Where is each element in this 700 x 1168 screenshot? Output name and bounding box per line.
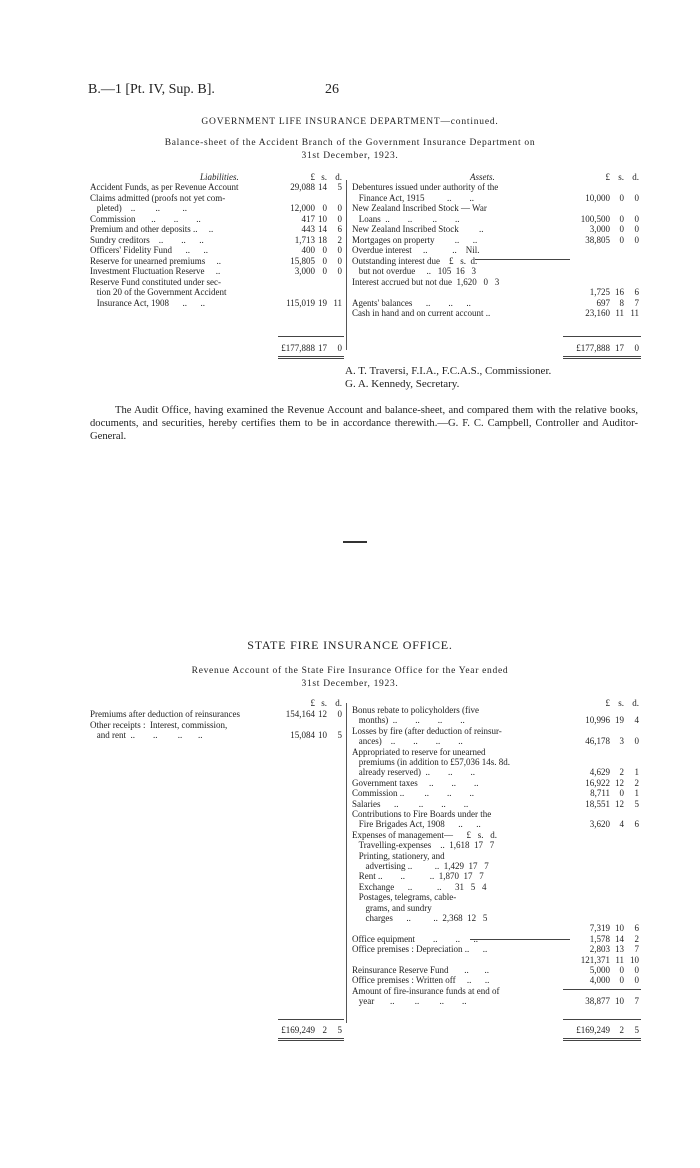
section-separator xyxy=(343,541,367,543)
double-rule xyxy=(563,1038,641,1039)
cur-shilling: s. xyxy=(618,698,624,708)
total-rule xyxy=(563,1019,641,1020)
double-rule xyxy=(278,356,344,357)
income-total-s: 2 xyxy=(322,1025,327,1035)
amount-shillings: 11 xyxy=(615,954,624,965)
row-label: New Zealand Inscribed Stock .. xyxy=(352,224,484,234)
row-label: but not overdue .. 105 16 3 xyxy=(352,266,476,276)
row-label: Office premises : Written off .. .. xyxy=(352,975,490,986)
amount-pounds: 15,084 xyxy=(290,730,315,740)
amount-pence: 6 xyxy=(634,923,639,934)
total-rule xyxy=(278,1019,344,1020)
amount-pence: 0 xyxy=(634,736,639,747)
liabilities-total-s: 17 xyxy=(318,343,327,353)
page-reference: B.—1 [Pt. IV, Sup. B]. xyxy=(88,82,215,97)
amount-pounds: 115,019 xyxy=(286,297,315,308)
cur-pence: d. xyxy=(335,172,342,182)
amount-pounds: 100,500 xyxy=(580,213,610,224)
row-label: pleted) .. .. .. xyxy=(90,203,187,213)
amount-pounds: 697 xyxy=(596,297,610,308)
revenue-account-title-line2: 31st December, 1923. xyxy=(301,679,399,689)
row-label: Losses by fire (after deduction of reinsur- xyxy=(352,725,502,736)
balance-sheet-title-line1: Balance-sheet of the Accident Branch of the Government Insurance Department on xyxy=(164,138,536,148)
amount-pence: 2 xyxy=(337,234,342,245)
row-label: Accident Funds, as per Revenue Account xyxy=(90,182,239,192)
amount-pounds: 12,000 xyxy=(290,203,315,213)
row-label: grams, and sundry xyxy=(352,902,432,913)
row-label: New Zealand Inscribed Stock — War xyxy=(352,203,487,213)
expenditure-total: £169,249 xyxy=(576,1025,610,1035)
row-label: Overdue interest .. .. Nil. xyxy=(352,245,480,255)
row-label: months) .. .. .. .. xyxy=(352,715,465,726)
amount-shillings: 0 xyxy=(619,965,624,975)
expenditure-total-d: 5 xyxy=(634,1025,639,1035)
amount-pence: 5 xyxy=(634,798,639,809)
row-label: Agents' balances .. .. .. xyxy=(352,297,471,308)
amount-shillings: 8 xyxy=(619,297,624,308)
amount-pence: 11 xyxy=(333,297,342,308)
amount-pounds: 18,551 xyxy=(585,798,610,809)
amount-pounds: 4,629 xyxy=(589,767,610,778)
cur-pence: d. xyxy=(632,172,639,182)
row-label: tion 20 of the Government Accident xyxy=(90,287,227,297)
row-label: Premium and other deposits .. .. xyxy=(90,224,214,234)
double-rule xyxy=(563,1040,641,1041)
double-rule xyxy=(278,1040,344,1041)
amount-shillings: 19 xyxy=(318,297,327,308)
amount-pounds: 23,160 xyxy=(585,308,610,318)
amount-pounds: 7,319 xyxy=(589,923,610,934)
amount-pence: 4 xyxy=(634,715,639,726)
cur-shilling: s. xyxy=(321,698,327,708)
row-label: Other receipts : Interest, commission, xyxy=(90,719,228,730)
amount-pounds: 1,725 xyxy=(589,287,610,297)
revenue-account-title-line1: Revenue Account of the State Fire Insurance Office for the Year ended xyxy=(191,666,509,676)
amount-pounds: 4,000 xyxy=(589,975,610,986)
office-title: STATE FIRE INSURANCE OFFICE. xyxy=(247,638,453,652)
row-label: Finance Act, 1915 .. .. xyxy=(352,192,474,203)
row-label: Insurance Act, 1908 .. .. xyxy=(90,297,205,308)
cur-pence: d. xyxy=(335,698,342,708)
total-rule xyxy=(278,336,344,337)
amount-pence: 7 xyxy=(634,944,639,955)
row-label: Fire Brigades Act, 1908 .. .. xyxy=(352,819,481,830)
row-label: Appropriated to reserve for unearned xyxy=(352,746,486,757)
row-label: advertising .. .. 1,429 17 7 xyxy=(352,861,489,871)
amount-shillings: 14 xyxy=(318,224,327,234)
amount-shillings: 14 xyxy=(318,182,327,192)
subtotal-rule xyxy=(563,989,641,990)
balance-sheet-title-line2: 31st December, 1923. xyxy=(301,151,399,161)
row-label: Office equipment .. .. .. xyxy=(352,933,479,944)
amount-pounds: 2,803 xyxy=(589,944,610,955)
amount-pence: 6 xyxy=(634,287,639,297)
income-total-d: 5 xyxy=(337,1025,342,1035)
row-label: Mortgages on property .. .. xyxy=(352,234,478,245)
amount-shillings: 12 xyxy=(615,777,624,788)
amount-pounds: 38,805 xyxy=(585,234,610,245)
amount-shillings: 0 xyxy=(619,234,624,245)
cur-pound: £ xyxy=(310,698,315,708)
row-label: Amount of fire-insurance funds at end of xyxy=(352,985,500,996)
amount-pounds: 8,711 xyxy=(590,788,610,799)
amount-shillings: 12 xyxy=(615,798,624,809)
cur-pence: d. xyxy=(632,698,639,708)
amount-shillings: 3 xyxy=(619,736,624,747)
amount-pence: 1 xyxy=(634,788,639,799)
row-label: already reserved) .. .. .. xyxy=(352,767,475,778)
double-rule xyxy=(563,358,641,359)
amount-pounds: 46,178 xyxy=(585,736,610,747)
amount-pounds: 3,000 xyxy=(294,266,315,276)
amount-shillings: 2 xyxy=(619,767,624,778)
amount-shillings: 10 xyxy=(318,213,327,224)
amount-shillings: 14 xyxy=(615,933,624,944)
row-label: Officers' Fidelity Fund .. .. xyxy=(90,245,208,255)
amount-pence: 0 xyxy=(337,709,342,719)
amount-pounds: 443 xyxy=(301,224,315,234)
amount-shillings: 18 xyxy=(318,234,327,245)
income-total: £169,249 xyxy=(281,1025,315,1035)
row-label: Sundry creditors .. .. .. xyxy=(90,234,204,245)
row-label: Reinsurance Reserve Fund .. .. xyxy=(352,965,489,975)
amount-shillings: 0 xyxy=(322,245,327,255)
row-label: Cash in hand and on current account .. xyxy=(352,308,491,318)
signature-secretary: G. A. Kennedy, Secretary. xyxy=(345,378,460,390)
amount-shillings: 10 xyxy=(615,923,624,934)
amount-pounds: 1,578 xyxy=(589,933,610,944)
total-rule xyxy=(563,336,641,337)
row-label: Outstanding interest due £ s. d. xyxy=(352,255,478,266)
amount-shillings: 10 xyxy=(615,996,624,1007)
row-label: Reserve Fund constituted under sec- xyxy=(90,276,221,287)
row-label: Exchange .. .. 31 5 4 xyxy=(352,881,487,892)
amount-pence: 2 xyxy=(634,777,639,788)
amount-pence: 0 xyxy=(337,245,342,255)
row-label: Bonus rebate to policyholders (five xyxy=(352,705,479,715)
row-label: Premiums after deduction of reinsurances xyxy=(90,709,240,719)
amount-pence: 0 xyxy=(634,965,639,975)
cur-shilling: s. xyxy=(321,172,327,182)
amount-pence: 0 xyxy=(634,975,639,986)
cur-shilling: s. xyxy=(618,172,624,182)
double-rule xyxy=(278,1038,344,1039)
amount-pence: 5 xyxy=(337,730,342,740)
double-rule xyxy=(563,356,641,357)
row-label: charges .. .. 2,368 12 5 xyxy=(352,913,488,923)
row-label: and rent .. .. .. .. xyxy=(90,730,203,740)
row-label: Debentures issued under authority of the xyxy=(352,182,499,192)
amount-pence: 0 xyxy=(634,224,639,234)
amount-shillings: 0 xyxy=(619,213,624,224)
amount-pounds: 38,877 xyxy=(585,996,610,1007)
amount-shillings: 0 xyxy=(619,788,624,799)
expenditure-total-s: 2 xyxy=(619,1025,624,1035)
amount-pence: 7 xyxy=(634,297,639,308)
amount-pounds: 15,805 xyxy=(290,255,315,266)
row-label: Printing, stationery, and xyxy=(352,850,445,861)
amount-pounds: 10,996 xyxy=(585,715,610,726)
amount-pence: 10 xyxy=(630,954,639,965)
amount-shillings: 0 xyxy=(619,192,624,203)
running-title: GOVERNMENT LIFE INSURANCE DEPARTMENT—continued. xyxy=(201,117,499,127)
cur-pound: £ xyxy=(605,698,610,708)
amount-pence: 0 xyxy=(337,213,342,224)
amount-shillings: 4 xyxy=(619,819,624,830)
amount-shillings: 0 xyxy=(322,203,327,213)
amount-pence: 0 xyxy=(634,234,639,245)
column-divider xyxy=(346,180,347,350)
amount-pounds: 16,922 xyxy=(585,777,610,788)
row-label: premiums (in addition to £57,036 14s. 8d. xyxy=(352,757,510,767)
liabilities-heading: Liabilities. xyxy=(200,172,239,182)
amount-pence: 1 xyxy=(634,767,639,778)
liabilities-total: £177,888 xyxy=(281,343,315,353)
assets-total-d: 0 xyxy=(634,343,639,353)
cur-pound: £ xyxy=(310,172,315,182)
amount-shillings: 13 xyxy=(615,944,624,955)
amount-pounds: 3,000 xyxy=(589,224,610,234)
row-label: Claims admitted (proofs not yet com- xyxy=(90,192,226,203)
amount-shillings: 0 xyxy=(322,255,327,266)
amount-pence: 11 xyxy=(630,308,639,318)
amount-shillings: 11 xyxy=(615,308,624,318)
amount-pence: 0 xyxy=(634,213,639,224)
assets-total-s: 17 xyxy=(615,343,624,353)
amount-pounds: 10,000 xyxy=(585,192,610,203)
row-label: Contributions to Fire Boards under the xyxy=(352,809,492,819)
amount-pence: 0 xyxy=(337,255,342,266)
row-label: Reserve for unearned premiums .. xyxy=(90,255,221,266)
row-label: Commission .. .. .. xyxy=(90,213,201,224)
amount-pence: 2 xyxy=(634,933,639,944)
column-divider xyxy=(346,703,347,1023)
row-label: ances) .. .. .. .. xyxy=(352,736,463,747)
row-label: Rent .. .. .. 1,870 17 7 xyxy=(352,871,484,882)
amount-pence: 0 xyxy=(337,266,342,276)
amount-shillings: 10 xyxy=(318,730,327,740)
row-label: Expenses of management— £ s. d. xyxy=(352,829,497,840)
amount-pence: 6 xyxy=(337,224,342,234)
cur-pound: £ xyxy=(605,172,610,182)
amount-pounds: 417 xyxy=(301,213,315,224)
row-label: Loans .. .. .. .. xyxy=(352,213,460,224)
amount-pounds: 1,713 xyxy=(294,234,315,245)
assets-total: £177,888 xyxy=(576,343,610,353)
row-label: Office premises : Depreciation .. .. xyxy=(352,944,488,955)
amount-shillings: 12 xyxy=(318,709,327,719)
amount-shillings: 19 xyxy=(615,715,624,726)
row-label: year .. .. .. .. xyxy=(352,996,467,1007)
amount-pounds: 5,000 xyxy=(589,965,610,975)
row-label: Postages, telegrams, cable- xyxy=(352,892,457,903)
page-number: 26 xyxy=(325,82,339,97)
row-label: Interest accrued but not due 1,620 0 3 xyxy=(352,276,500,287)
amount-shillings: 0 xyxy=(619,224,624,234)
amount-pence: 6 xyxy=(634,819,639,830)
row-label: Commission .. .. .. .. xyxy=(352,788,475,799)
amount-pounds: 400 xyxy=(301,245,315,255)
assets-heading: Assets. xyxy=(470,172,495,182)
amount-pounds: 29,088 xyxy=(290,182,315,192)
amount-pence: 5 xyxy=(337,182,342,192)
amount-pounds: 154,164 xyxy=(285,709,315,719)
amount-pence: 0 xyxy=(337,203,342,213)
amount-shillings: 0 xyxy=(322,266,327,276)
amount-pounds: 3,620 xyxy=(589,819,610,830)
row-label: Travelling-expenses .. 1,618 17 7 xyxy=(352,840,495,851)
row-label: Investment Fluctuation Reserve .. xyxy=(90,266,221,276)
audit-certificate: The Audit Office, having examined the Revenue Account and balance-sheet, and compared them with the relative books, documents, and securities, hereby certifies them to be in accordance therewith.—G. F. C. Campbell, Controller and Auditor-General. xyxy=(90,405,638,442)
row-label: Salaries .. .. .. .. xyxy=(352,798,469,809)
double-rule xyxy=(278,358,344,359)
subtotal-rule xyxy=(470,939,570,940)
subtotal-rule xyxy=(475,259,570,260)
signature-commissioner: A. T. Traversi, F.I.A., F.C.A.S., Commissioner. xyxy=(345,365,552,377)
amount-pounds: 121,371 xyxy=(580,954,610,965)
amount-shillings: 0 xyxy=(619,975,624,986)
row-label: Government taxes .. .. .. xyxy=(352,777,479,788)
liabilities-total-d: 0 xyxy=(337,343,342,353)
amount-pence: 7 xyxy=(634,996,639,1007)
amount-pence: 0 xyxy=(634,192,639,203)
amount-shillings: 16 xyxy=(615,287,624,297)
